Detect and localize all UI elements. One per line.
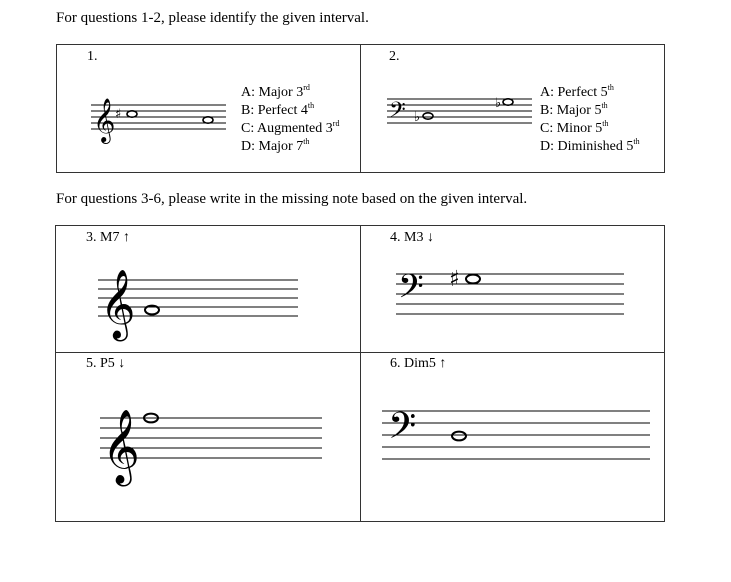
- question-2-number: 2.: [389, 49, 400, 64]
- question-2-staff: [387, 85, 547, 145]
- write-note-box: [55, 225, 665, 522]
- note-whole: [452, 432, 466, 441]
- question-4-label: 4. M3 ↓: [390, 230, 434, 245]
- flat-icon: ♭: [414, 110, 421, 125]
- question-3-staff[interactable]: [98, 260, 318, 340]
- bass-clef-icon: 𝄢: [388, 405, 417, 456]
- note-whole: [466, 275, 480, 284]
- staff-lines: [396, 274, 624, 314]
- treble-clef-icon: 𝄞: [102, 410, 140, 484]
- note-whole-1: [423, 113, 433, 119]
- note-whole-2: [203, 117, 213, 123]
- question-1-staff: [91, 89, 251, 149]
- question-6-label: 6. Dim5 ↑: [390, 356, 447, 371]
- option-d[interactable]: D: Diminished 5th: [540, 137, 640, 154]
- flat-icon: ♭: [495, 96, 502, 111]
- note-whole-1: [127, 111, 137, 117]
- sharp-icon: ♯: [115, 107, 122, 122]
- question-1-number: 1.: [87, 49, 98, 64]
- option-c[interactable]: C: Augmented 3rd: [241, 119, 340, 136]
- staff-lines: [382, 411, 650, 459]
- question-1-options: [241, 84, 339, 156]
- question-3-label: 3. M7 ↑: [86, 230, 130, 245]
- option-a[interactable]: A: Major 3rd: [241, 83, 310, 100]
- sharp-icon: ♯: [449, 267, 460, 292]
- instructions-identify: For questions 1-2, please identify the given interval.: [56, 10, 369, 26]
- question-5-staff[interactable]: [100, 398, 340, 488]
- option-d[interactable]: D: Major 7th: [241, 137, 310, 154]
- column-divider: [360, 45, 361, 172]
- question-4-staff[interactable]: [396, 258, 636, 338]
- option-c[interactable]: C: Minor 5th: [540, 119, 609, 136]
- option-a[interactable]: A: Perfect 5th: [540, 83, 614, 100]
- option-b[interactable]: B: Perfect 4th: [241, 101, 315, 118]
- note-whole-2: [503, 99, 513, 105]
- option-b[interactable]: B: Major 5th: [540, 101, 608, 118]
- instructions-write: For questions 3-6, please write in the missing note based on the given interval.: [56, 191, 528, 207]
- treble-clef-icon: 𝄞: [93, 98, 116, 142]
- column-divider: [360, 226, 361, 521]
- row-divider: [56, 352, 664, 353]
- treble-clef-icon: 𝄞: [100, 269, 136, 339]
- staff-lines: [387, 99, 532, 123]
- bass-clef-icon: 𝄢: [389, 98, 406, 128]
- identify-interval-box: [56, 44, 665, 173]
- question-2-options: [540, 84, 640, 156]
- bass-clef-icon: 𝄢: [398, 268, 424, 314]
- question-5-label: 5. P5 ↓: [86, 356, 126, 371]
- question-6-staff[interactable]: [382, 399, 662, 479]
